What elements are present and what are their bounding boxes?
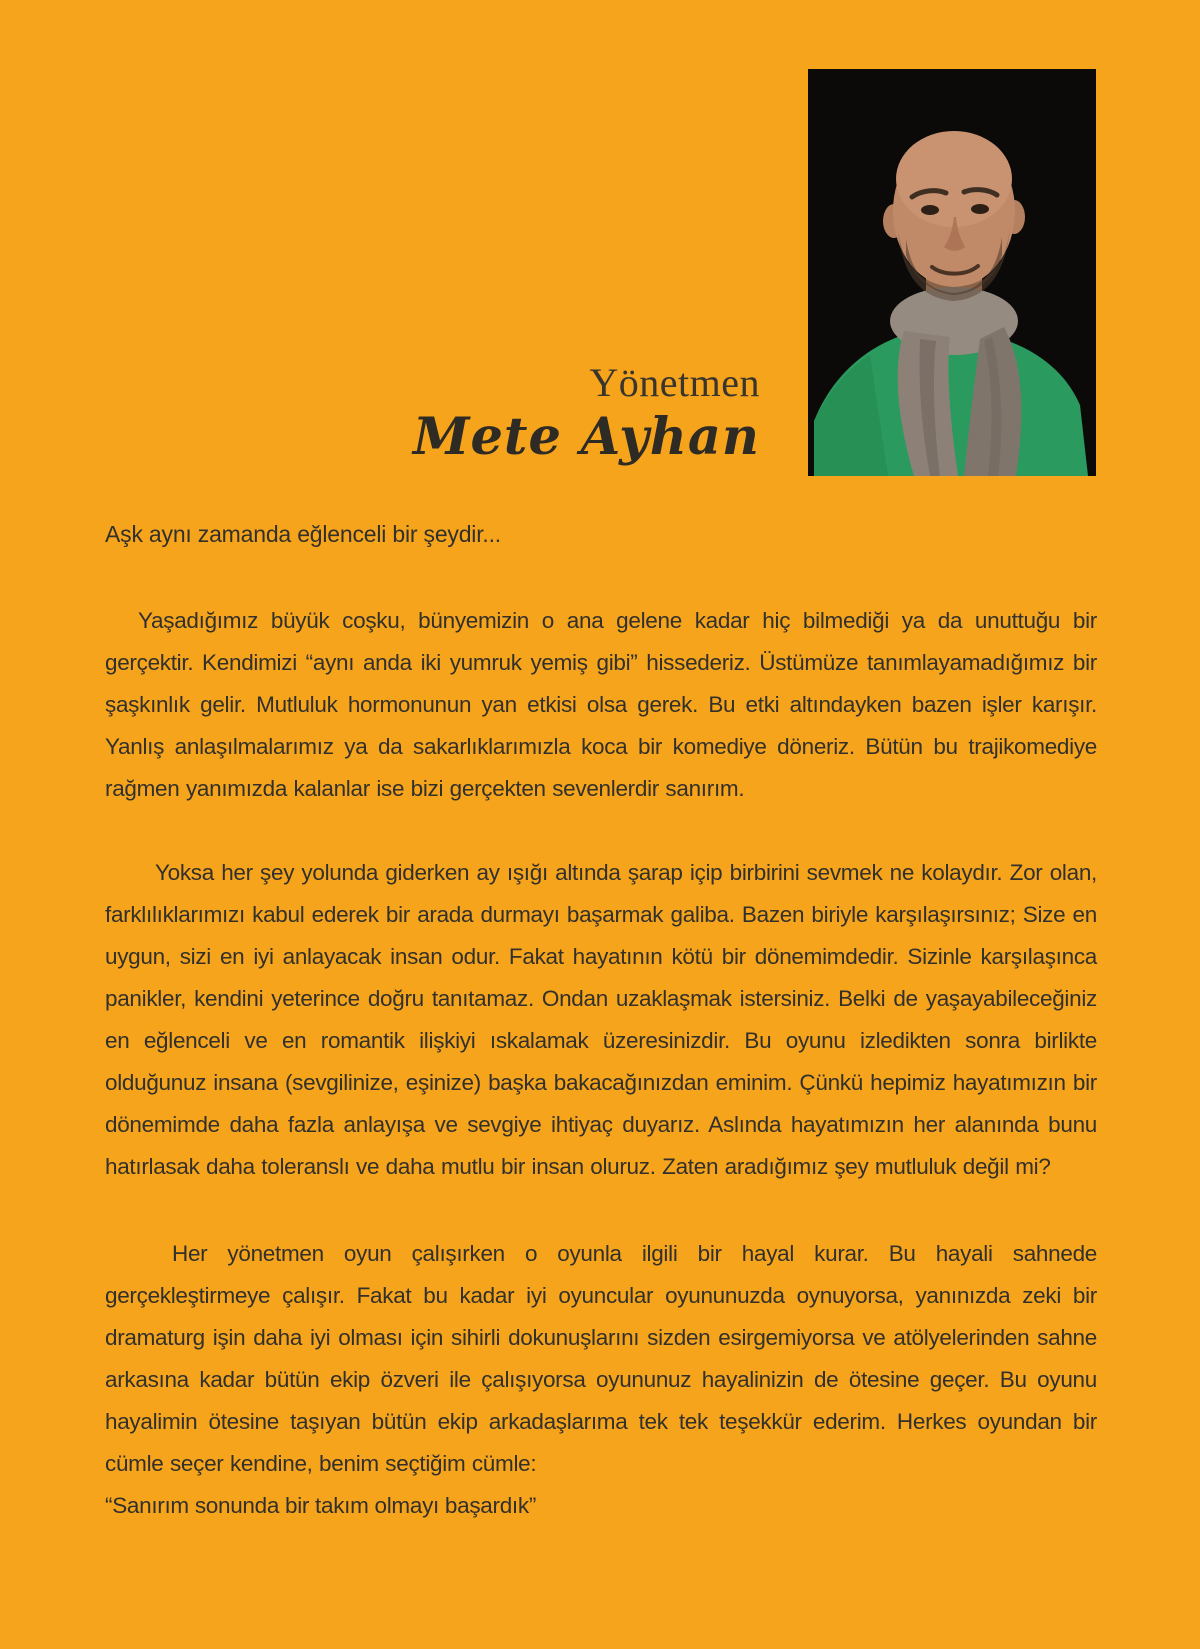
paragraph-1: Yaşadığımız büyük coşku, bünyemizin o ana gelene kadar hiç bilmediği ya da unuttuğu bir gerçektir. Kendimizi “aynı anda iki yumruk yemiş gibi” hissederiz. Üstümüze tanımlayamadığımız bir şaşkınlık gelir. Mutluluk hormonunun yan etkisi olsa gerek. Bu etki altındayken bazen işler karışır. Yanlış anlaşılmalarımız ya da sakarlıklarımızla koca bir komediye döneriz. Bütün bu trajikomediye rağmen yanımızda kalanlar ise bizi gerçekten sevenlerdir sanırım.	[105, 608, 1097, 801]
role-title: Yönetmen	[589, 360, 760, 405]
paragraph-2: Yoksa her şey yolunda giderken ay ışığı altında şarap içip birbirini sevmek ne kolaydır. Zor olan, farklılıklarımızı kabul ederek bir arada durmayı başarmak galiba. Bazen biriyle karşılaşırsınız; Size en uygun, sizi en iyi anlayacak insan odur. Fakat hayatının kötü bir dönemimdedir. Sizinle karşılaşınca panikler, kendini yeterince doğru tanıtamaz. Ondan uzaklaşmak istersiniz. Belki de yaşayabileceğiniz en eğlenceli ve en romantik ilişkiyi ıskalamak üzeresinizdir. Bu oyunu izledikten sonra birlikte olduğunuz insana (sevgilinize, eşinize) başka bakacağınızdan eminim. Çünkü hepimiz hayatımızın bir dönemimde daha fazla anlayışa ve sevgiye ihtiyaç duyarız. Aslında hayatımızın her alanında bunu hatırlasak daha toleranslı ve daha mutlu bir insan oluruz. Zaten aradığımız şey mutluluk değil mi?	[105, 860, 1097, 1179]
paragraph-3: Her yönetmen oyun çalışırken o oyunla ilgili bir hayal kurar. Bu hayali sahnede gerçekleştirmeye çalışır. Fakat bu kadar iyi oyuncular oyununuzda oynuyorsa, yanınızda zeki bir dramaturg işin daha iyi olması için sihirli dokunuşlarını sizden esirgemiyorsa ve atölyelerinden sahne arkasına kadar bütün ekip özveri ile çalışıyorsa oyununuz hayalinizin de ötesine geçer. Bu oyunu hayalimin ötesine taşıyan bütün ekip arkadaşlarıma tek tek teşekkür ederim. Herkes oyundan bir cümle seçer kendine, benim seçtiğim cümle:	[105, 1241, 1097, 1476]
intro-line: Aşk aynı zamanda eğlenceli bir şeydir...	[105, 521, 501, 547]
director-name: Mete Ayhan	[412, 407, 760, 467]
title-block	[413, 360, 760, 468]
portrait-illustration	[808, 69, 1096, 476]
closing-quote: “Sanırım sonunda bir takım olmayı başardık”	[105, 1493, 537, 1518]
director-note	[105, 518, 1097, 1527]
director-photo	[808, 69, 1096, 476]
